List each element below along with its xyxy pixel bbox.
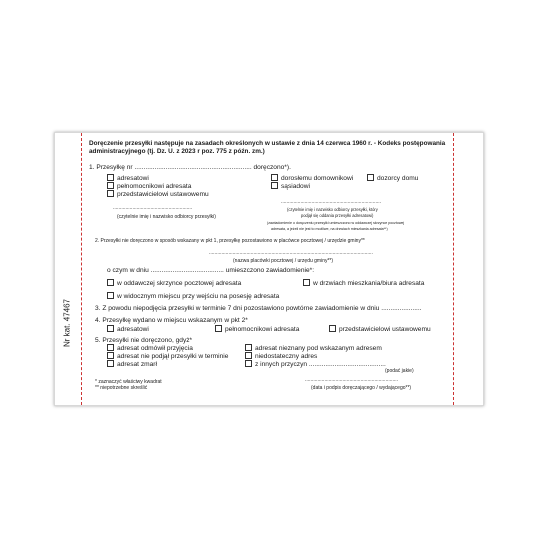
perforation-right [453,133,454,405]
checkbox[interactable] [107,182,114,189]
checkbox[interactable] [245,360,252,367]
other-reason-caption: (podać jakie) [385,368,414,374]
footnote-2: ** niepotrzebne skreślić [95,385,148,391]
checkbox[interactable] [245,344,252,351]
section-4-line: 4. Przesyłkę wydano w miejscu wskazanym w pkt 2* [95,317,248,324]
fine-print-1: (zawiadomienie o doręczeniu przesyłki umieszczono w oddawczej skrzynce pocztowej [267,221,405,225]
notice-date-line: o czym w dniu ........................................ umieszczono zawiadomienie*: [107,267,315,274]
option-sasiadowi[interactable]: sąsiadowi [271,182,310,190]
checkbox[interactable] [271,174,278,181]
s4-option-pelnomocnikowi[interactable]: pełnomocnikowi adresata [215,325,299,333]
catalog-number-text: Nr kat. 47467 [62,298,72,348]
section-2-line: 2. Przesyłki nie doręczono w sposób wskazany w pkt 1, przesyłkę pozostawiono w placówce pocztowej / urzędzie gminy** [95,238,365,244]
intermediary-caption-2: podjął się oddania przesyłki adresatowi) [301,213,374,218]
option-adresatowi[interactable]: adresatowi [107,174,149,182]
recipient-name-field[interactable]: ......................................................... [113,205,193,211]
intermediary-name-field[interactable]: ........................................................................ [281,199,382,205]
checkbox[interactable] [107,360,114,367]
option-skrzynka[interactable]: w oddawczej skrzynce pocztowej adresata [107,279,241,287]
form-header-line1: Doręczenie przesyłki następuje na zasadach określonych w ustawie z dnia 14 czerwca 1960 r. - Kodeks postępowania [89,140,446,147]
intermediary-caption-1: (czytelnie imię i nazwisko odbiorcy przesyłki, który [287,207,378,212]
option-doroslemu-domownikowi[interactable]: dorosłemu domownikowi [271,174,353,182]
section-1-line: 1. Przesyłkę nr ................................................................ doręczono*). [89,164,291,171]
checkbox[interactable] [107,190,114,197]
recipient-name-caption: (czytelnie imię i nazwisko odbiorcy przesyłki) [117,214,216,220]
perforation-left [81,133,82,405]
section-3-line: 3. Z powodu niepodjęcia przesyłki w terminie 7 dni pozostawiono powtórne zawiadomienie w dniu ...................... [95,305,422,312]
option-widoczne-miejsce[interactable]: w widocznym miejscu przy wejściu na posesję adresata [107,292,279,300]
catalog-number [57,283,77,363]
checkbox[interactable] [107,292,114,299]
checkbox[interactable] [107,325,114,332]
s5-option-zmarl[interactable]: adresat zmarł [107,360,157,368]
post-office-field[interactable]: ...................................................................................................................... [209,250,373,256]
s4-option-adresatowi[interactable]: adresatowi [107,325,149,333]
checkbox[interactable] [271,182,278,189]
post-office-caption: (nazwa placówki pocztowej / urzędu gminy**) [233,258,334,264]
fine-print-2: adresata, a jeżeli nie jest to możliwe, na drzwiach mieszkania adresata**) [271,227,388,231]
checkbox[interactable] [107,344,114,351]
checkbox[interactable] [329,325,336,332]
option-drzwi[interactable]: w drzwiach mieszkania/biura adresata [303,279,424,287]
s5-option-niepodjal[interactable]: adresat nie podjął przesyłki w terminie [107,352,228,360]
s5-option-odmowil[interactable]: adresat odmówił przyjęcia [107,344,193,352]
delivery-form-card [54,132,484,406]
checkbox[interactable] [107,279,114,286]
checkbox[interactable] [303,279,310,286]
option-przedstawicielowi[interactable]: przedstawicielowi ustawowemu [107,190,209,198]
s4-option-przedstawicielowi[interactable]: przedstawicielowi ustawowemu [329,325,431,333]
option-dozorcy-domu[interactable]: dozorcy domu [367,174,418,182]
s5-option-nieznany[interactable]: adresat nieznany pod wskazanym adresem [245,344,382,352]
s5-option-niedostateczny[interactable]: niedostateczny adres [245,352,317,360]
form-header-line2: administracyjnego (tj. Dz. U. z 2023 r poz. 775 z późn. zm.) [89,148,265,155]
signature-field[interactable]: ................................................................... [305,377,399,383]
checkbox[interactable] [215,325,222,332]
checkbox[interactable] [367,174,374,181]
checkbox[interactable] [107,352,114,359]
footnote-1: * zaznaczyć właściwy kwadrat [95,379,162,385]
signature-caption: (data i podpis doręczającego / wydającego**) [311,385,412,391]
s5-option-inne[interactable]: z innych przyczyn .......................................... [245,360,386,368]
checkbox[interactable] [107,174,114,181]
option-pelnomocnikowi[interactable]: pełnomocnikowi adresata [107,182,191,190]
checkbox[interactable] [245,352,252,359]
section-5-line: 5. Przesyłki nie doręczono, gdyż* [95,337,193,344]
